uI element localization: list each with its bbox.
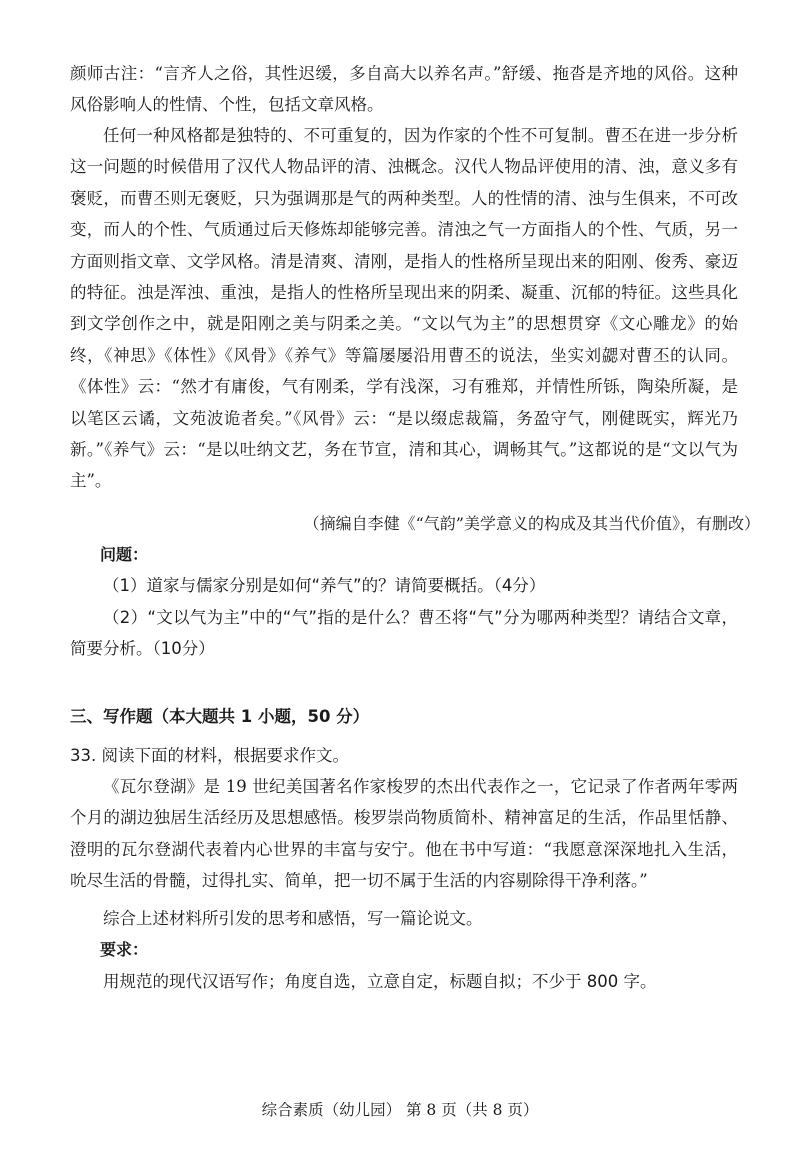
question-33: 33. 阅读下面的材料，根据要求作文。 [70,746,349,765]
questions-heading: 问题： [100,545,149,564]
writing-instruction: 综合上述材料所引发的思考和感悟，写一篇论说文。 [103,909,483,928]
passage-paragraph-1: 颜师古注：“言齐人之俗，其性迟缓，多自高大以养名声。”舒缓、拖沓是齐地的风俗。这种风俗影响人的性情、个性，包括文章风格。 [70,64,738,115]
requirements-text: 用规范的现代汉语写作；角度自选，立意自定，标题自拟；不少于 800 字。 [103,972,657,991]
writing-material: 《瓦尔登湖》是 19 世纪美国著名作家梭罗的杰出代表作之一，它记录了作者两年零两个月的湖边独居生活经历及思想感悟。梭罗崇尚物质简朴、精神富足的生活，作品里恬静、澄明的瓦尔登湖代表着内心世界的丰富与安宁。他在书中写道：“我愿意深深地扎入生活，吮尽生活的骨髓，过得扎实、简单，把一切不属于生活的内容剔除得干净利落。” [70,777,738,891]
passage-paragraph-2: 任何一种风格都是独特的、不可重复的，因为作家的个性不可复制。曹丕在进一步分析这一问题的时候借用了汉代人物品评的清、浊概念。汉代人物品评使用的清、浊，意义多有褒贬，而曹丕则无褒贬，只为强调那是气的两种类型。人的性情的清、浊与生俱来，不可改变，而人的个性、气质通过后天修炼却能够完善。清浊之气一方面指人的个性、气质，另一方面则指文章、文学风格。清是清爽、清刚，是指人的性格所呈现出来的阳刚、俊秀、豪迈的特征。浊是浑浊、重浊，是指人的性格所呈现出来的阴柔、凝重、沉郁的特征。这些具化到文学创作之中，就是阳刚之美与阴柔之美。“文以气为主”的思想贯穿《文心雕龙》的始终，《神思》《体性》《风骨》《养气》等篇屡屡沿用曹丕的说法，坐实刘勰对曹丕的认同。《体性》云：“然才有庸俊，气有刚柔，学有浅深，习有雅郑，并情性所铄，陶染所凝，是以笔区云谲，文苑波诡者矣。”《风骨》云：“是以缀虑裁篇，务盈守气，刚健既实，辉光乃新。”《养气》云：“是以吐纳文艺，务在节宣，清和其心，调畅其气。”这都说的是“文以气为主”。 [70,126,738,491]
question-1: （1）道家与儒家分别是如何“养气”的？请简要概括。（4分） [103,576,546,595]
requirements-heading: 要求： [100,940,149,959]
writing-section-title: 三、写作题（本大题共 1 小题，50 分） [70,707,370,726]
page-footer: 综合素质（幼儿园） 第 8 页（共 8 页） [261,1101,539,1119]
question-2: （2）“文以气为主”中的“气”指的是什么？曹丕将“气”分为哪两种类型？请结合文章，简要分析。（10分） [70,608,738,659]
passage-source: （摘编自李健《“气韵”美学意义的构成及其当代价值》，有删改） [303,514,760,533]
